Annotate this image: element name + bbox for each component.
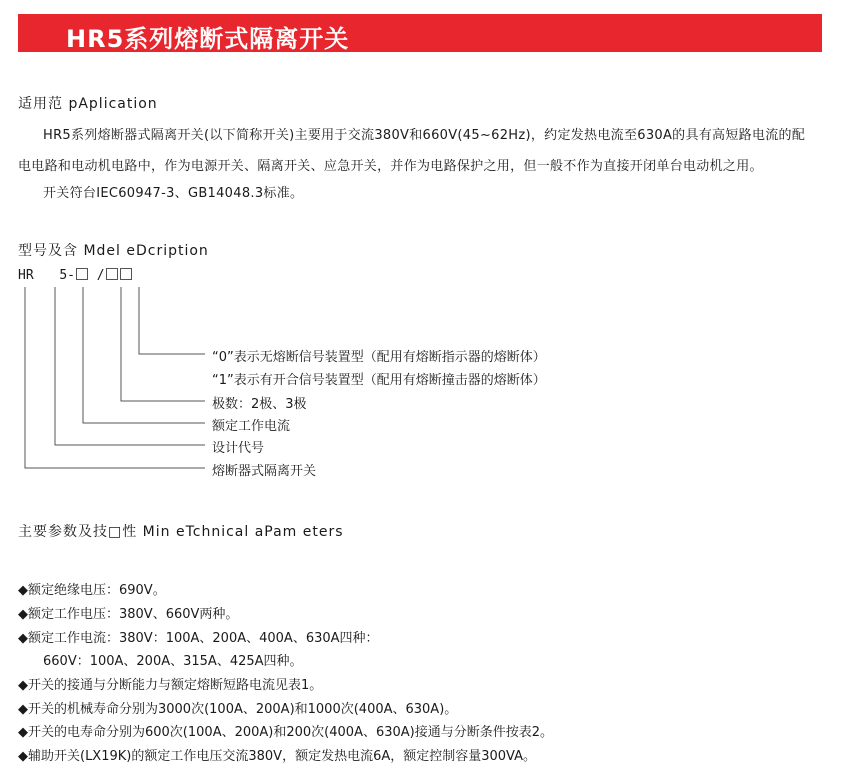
- legend-signal-1: “1”表示有开合信号装置型（配用有熔断撞击器的熔断体）: [212, 373, 546, 388]
- param-item: ◆额定绝缘电压：690V。: [18, 583, 166, 598]
- param-item: ◆辅助开关(LX19K)的额定工作电压交流380V，额定发热电流6A，额定控制容量300VA。: [18, 749, 536, 764]
- param-item-continuation: 660V：100A、200A、315A、425A四种。: [43, 654, 303, 669]
- params-heading: 主要参数及技□性 Min eTchnical aPam eters: [18, 524, 344, 540]
- legend-poles: 极数：2极、3极: [212, 397, 307, 412]
- legend-signal-0: “0”表示无熔断信号装置型（配用有熔断指示器的熔断体）: [212, 350, 546, 365]
- model-code-slash: /: [96, 268, 105, 283]
- legend-design-code: 设计代号: [212, 441, 265, 456]
- param-item: ◆额定工作电压：380V、660V两种。: [18, 607, 239, 622]
- application-paragraph-line2: 电电路和电动机电路中，作为电源开关、隔离开关、应急开关，并作为电路保护之用，但一般不作为直接开闭单台电动机之用。: [18, 159, 763, 174]
- application-paragraph-line1: HR5系列熔断器式隔离开关(以下简称开关)主要用于交流380V和660V(45~62Hz)，约定发热电流至630A的具有高短路电流的配: [43, 128, 806, 143]
- param-item: ◆开关的接通与分断能力与额定熔断短路电流见表1。: [18, 678, 323, 693]
- legend-switch-type: 熔断器式隔离开关: [212, 464, 317, 479]
- model-code-design: 5-: [59, 268, 75, 283]
- page-title: HR5系列熔断式隔离开关: [66, 25, 350, 53]
- model-heading: 型号及含 Mdel eDcription: [18, 243, 209, 259]
- model-code-hr: HR: [18, 268, 34, 283]
- param-item: ◆开关的电寿命分别为600次(100A、200A)和200次(400A、630A)接通与分断条件按表2。: [18, 725, 554, 740]
- application-heading: 适用范 pAplication: [18, 96, 158, 112]
- legend-rated-current: 额定工作电流: [212, 419, 291, 434]
- param-item: ◆开关的机械寿命分别为3000次(100A、200A)和1000次(400A、630A)。: [18, 702, 458, 717]
- param-item: ◆额定工作电流：380V：100A、200A、400A、630A四种：: [18, 631, 379, 646]
- standard-compliance-text: 开关符台IEC60947-3、GB14048.3标准。: [43, 186, 304, 201]
